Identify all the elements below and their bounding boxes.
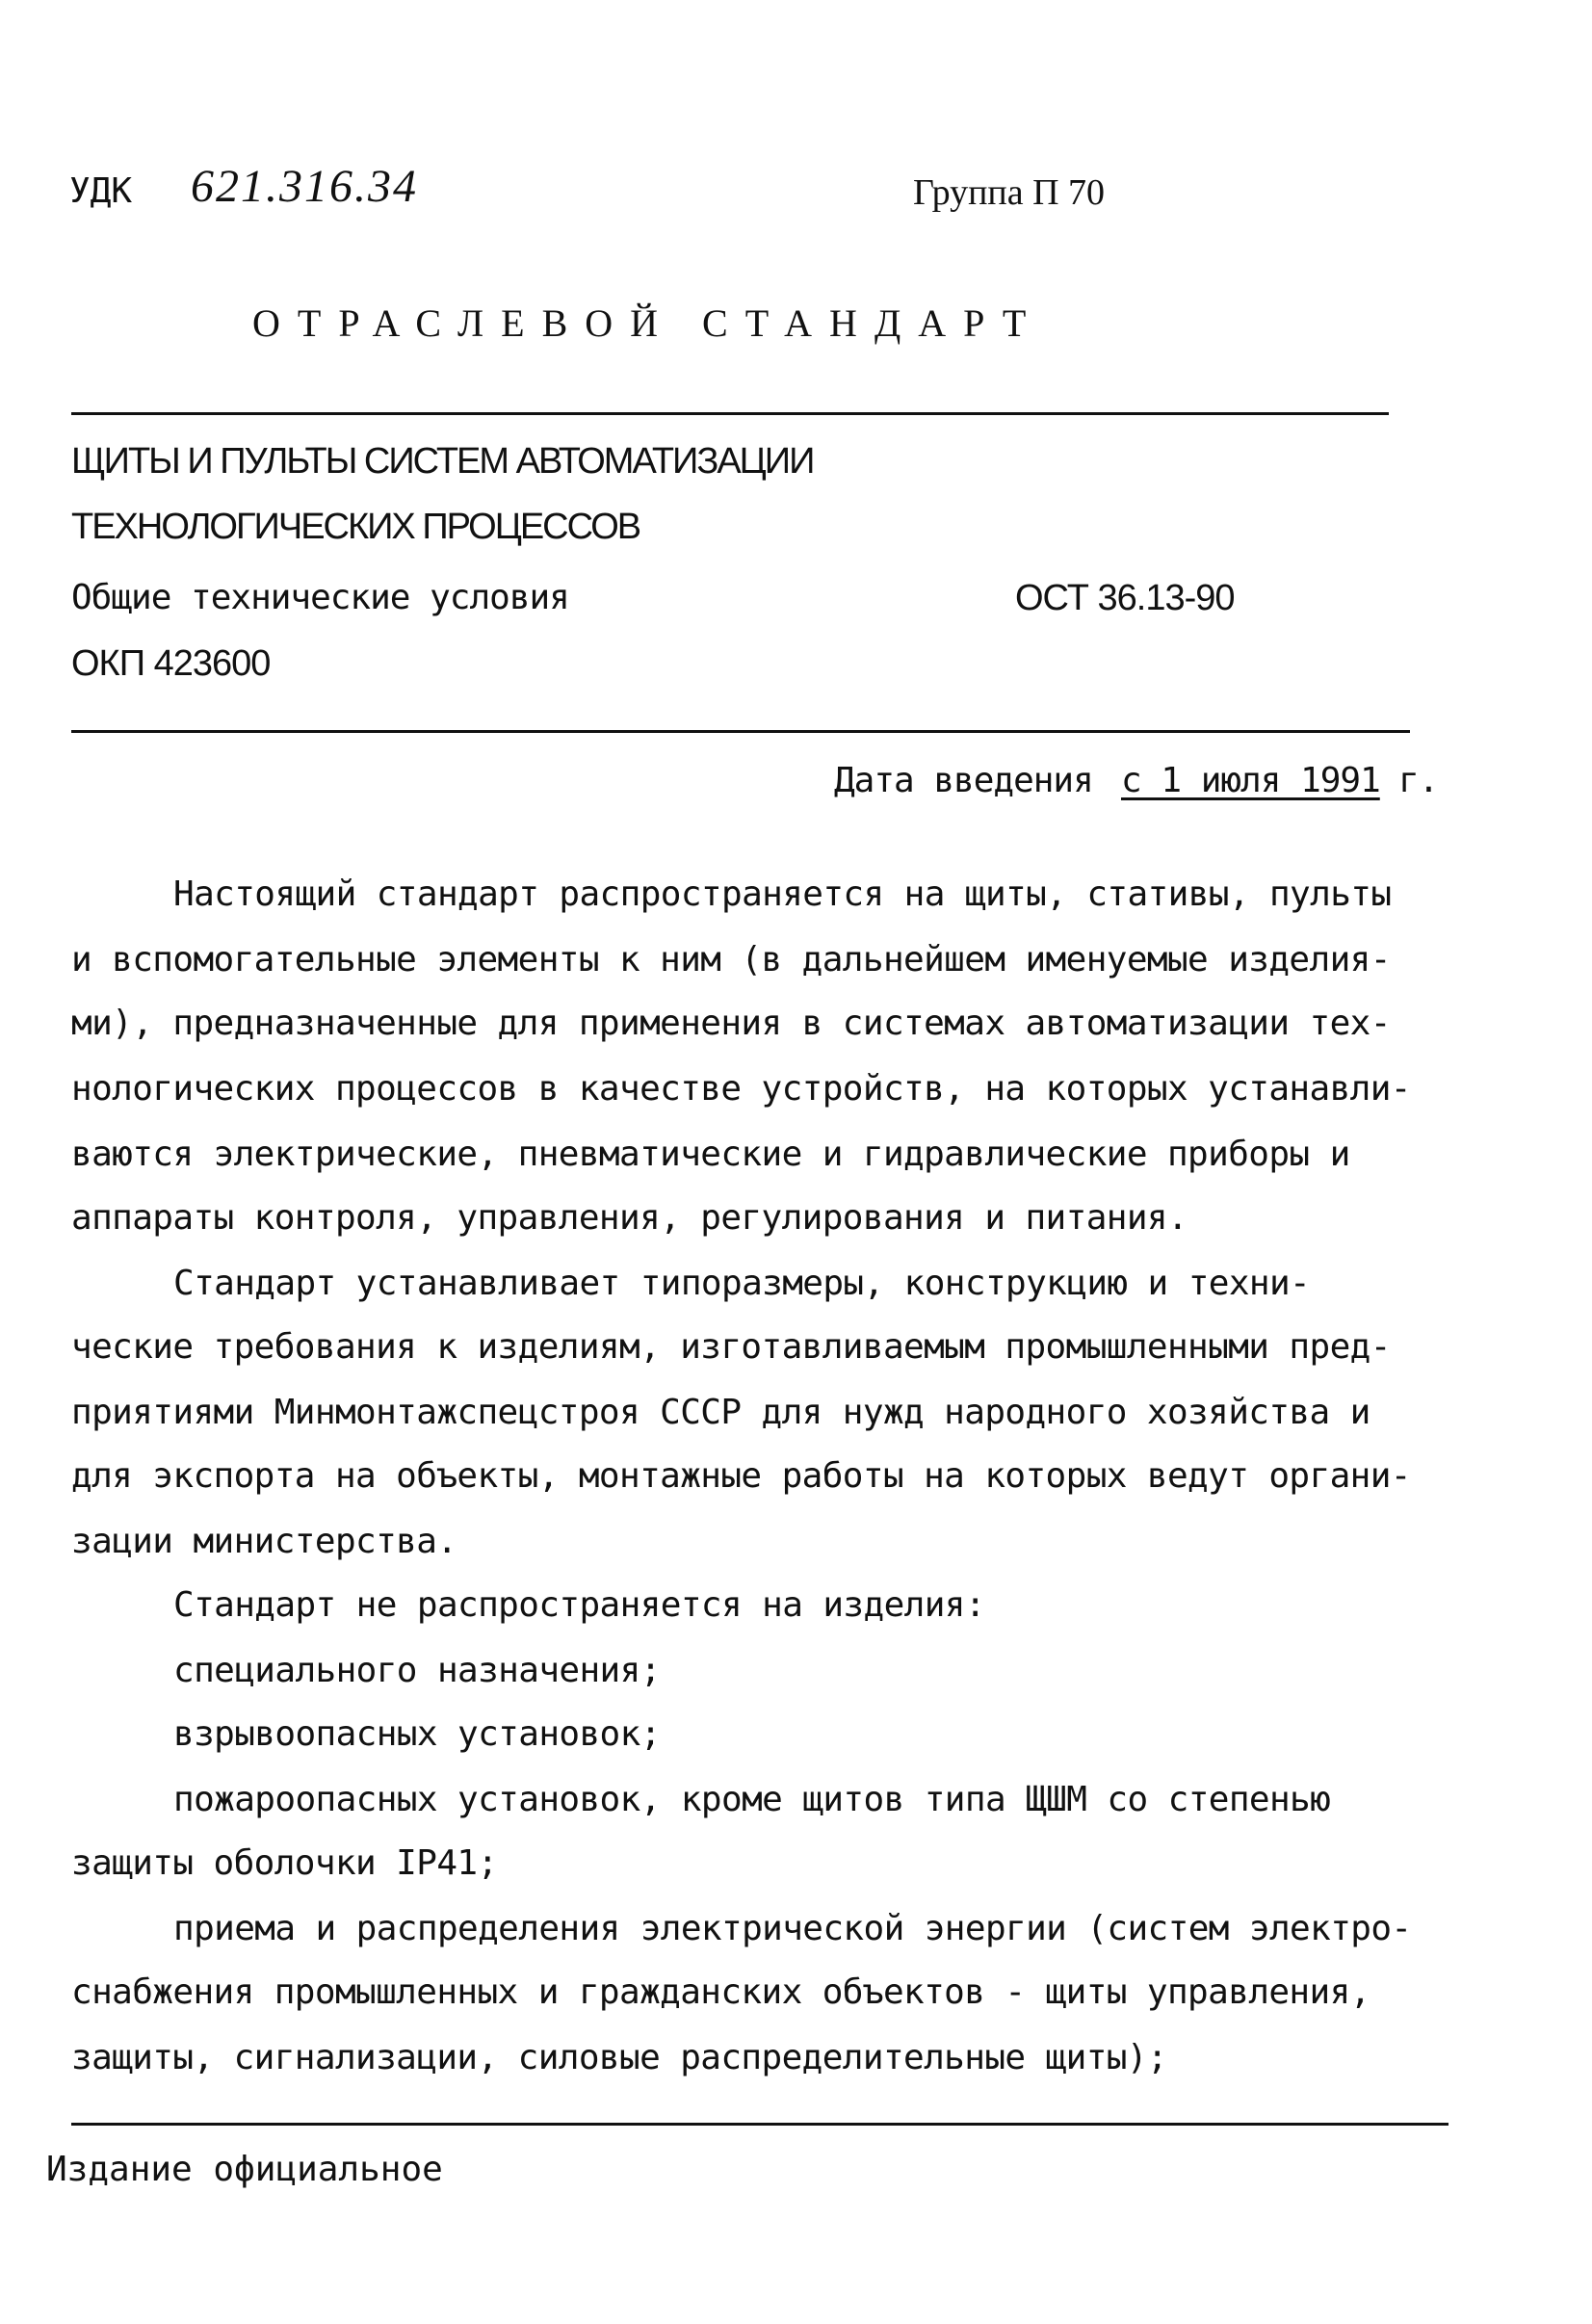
udk-label: УДК [69, 171, 133, 211]
body-line: ваются электрические, пневматические и гидравлические приборы и [71, 1135, 1350, 1174]
document-title-line-1: ЩИТЫ И ПУЛЬТЫ СИСТЕМ АВТОМАТИЗАЦИИ [71, 441, 814, 482]
body-line: нологических процессов в качестве устройств, на которых устанавли- [71, 1069, 1411, 1109]
okp-code: ОКП 423600 [71, 643, 271, 684]
edition-note: Издание официальное [46, 2150, 443, 2189]
body-line: для экспорта на объекты, монтажные работы на которых ведут органи- [71, 1456, 1411, 1496]
body-line: ми), предназначенные для применения в системах автоматизации тех- [71, 1004, 1391, 1043]
body-line: Стандарт не распространяется на изделия: [173, 1585, 985, 1625]
udk-number: 621.316.34 [191, 161, 418, 212]
effective-date-suffix: г. [1398, 761, 1439, 800]
body-line: Стандарт устанавливает типоразмеры, конструкцию и техни- [173, 1264, 1311, 1303]
body-line: приема и распределения электрической энергии (систем электро- [173, 1909, 1412, 1948]
body-line: аппараты контроля, управления, регулирования и питания. [71, 1198, 1188, 1238]
group-code: Группа П 70 [913, 172, 1106, 213]
standard-title: ОТРАСЛЕВОЙ СТАНДАРТ [252, 301, 1044, 345]
body-line: пожароопасных установок, кроме щитов типа ЩШМ со степенью [173, 1780, 1331, 1819]
body-line: зации министерства. [71, 1522, 457, 1561]
body-line: Настоящий стандарт распространяется на щиты, стативы, пульты [173, 875, 1392, 914]
body-line: ческие требования к изделиям, изготавливаемым промышленными пред- [71, 1327, 1391, 1367]
effective-date-label: Дата введения [834, 761, 1093, 800]
body-line: защиты, сигнализации, силовые распределительные щиты); [71, 2038, 1167, 2077]
top-rule [71, 412, 1389, 415]
body-line: защиты оболочки IP41; [71, 1843, 498, 1883]
body-line: специального назначения; [173, 1651, 661, 1690]
effective-date-value: с 1 июля 1991 [1121, 761, 1380, 800]
body-line: приятиями Минмонтажспецстроя СССР для нужд народного хозяйства и [71, 1393, 1370, 1432]
body-line: взрывоопасных установок; [173, 1714, 661, 1754]
document-subtitle: Общие технические условия [71, 578, 569, 617]
body-line: и вспомогательные элементы к ним (в дальнейшем именуемые изделия- [71, 940, 1391, 979]
middle-rule [71, 730, 1410, 733]
document-title-line-2: ТЕХНОЛОГИЧЕСКИХ ПРОЦЕССОВ [71, 507, 640, 547]
standard-designation: ОСТ 36.13-90 [1015, 578, 1235, 618]
bottom-rule [71, 2123, 1448, 2126]
body-line: снабжения промышленных и гражданских объектов - щиты управления, [71, 1972, 1370, 2012]
